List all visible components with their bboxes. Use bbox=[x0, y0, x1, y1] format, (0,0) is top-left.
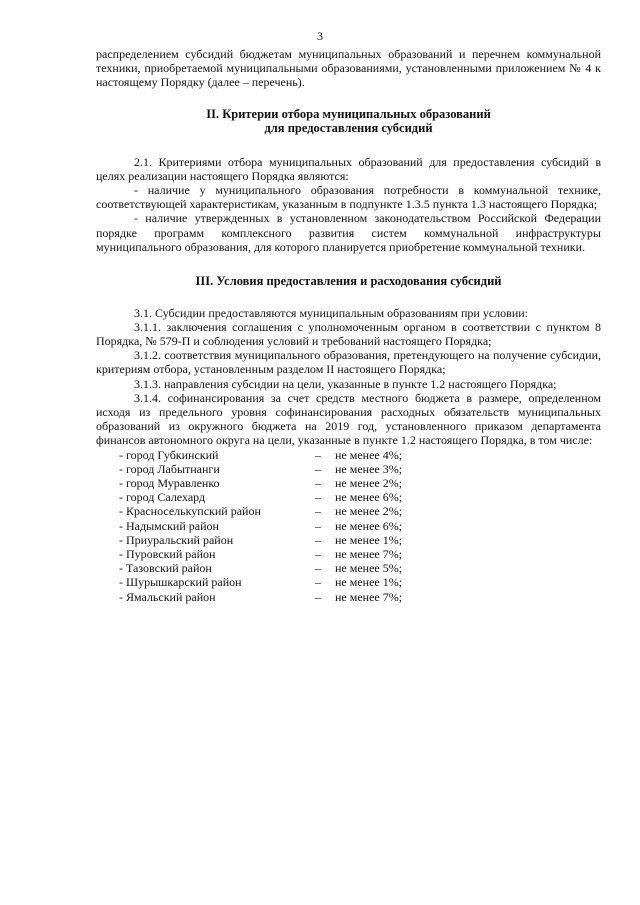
page-number: 3 bbox=[317, 29, 323, 43]
municipality-name: - Надымский район bbox=[119, 518, 219, 533]
section-3-paragraph-5: 3.1.4. софинансирования за счет средств местного бюджета в размере, определенном исходя из предельного уровня софинансирования расходных обязательств муниципальных образований из окружного бюджета на 2019 год, установленного приказом департамента финансов автономного округа на цели, указанные в пункте 1.2 настоящего Порядка, в том числе: bbox=[96, 390, 601, 448]
municipality-name: - Пуровский район bbox=[119, 546, 216, 561]
municipality-name: - город Салехард bbox=[119, 490, 206, 505]
municipality-name: - Шурышкарский район bbox=[119, 575, 242, 590]
dash-separator: – bbox=[315, 518, 321, 533]
cofinancing-share: не менее 3%; bbox=[335, 461, 403, 476]
cofinancing-share: не менее 4%; bbox=[335, 447, 403, 462]
cofinancing-share: не менее 7%; bbox=[335, 546, 403, 561]
section-3-title: III. Условия предоставления и расходования субсидий bbox=[195, 274, 502, 289]
list-item bbox=[119, 448, 402, 462]
municipality-name: - Тазовский район bbox=[119, 561, 212, 576]
dash-separator: – bbox=[315, 589, 321, 604]
cofinancing-share: не менее 2%; bbox=[335, 475, 403, 490]
cofinancing-quota-list bbox=[119, 448, 402, 604]
section-2-title-line-2: для предоставления субсидий bbox=[264, 121, 433, 136]
list-item bbox=[119, 533, 402, 547]
dash-separator: – bbox=[315, 490, 321, 505]
section-3-paragraph-4: 3.1.3. направления субсидии на цели, указанные в пункте 1.2 настоящего Порядка; bbox=[134, 376, 557, 391]
municipality-name: - город Губкинский bbox=[119, 447, 219, 462]
municipality-name: - Красноселькупский район bbox=[119, 504, 261, 519]
municipality-name: - Приуральский район bbox=[119, 532, 234, 547]
dash-separator: – bbox=[315, 575, 321, 590]
section-2-title-line-1: II. Критерии отбора муниципальных образований bbox=[206, 106, 491, 121]
list-item bbox=[119, 519, 402, 533]
cofinancing-share: не менее 5%; bbox=[335, 561, 403, 576]
document-body bbox=[96, 47, 601, 604]
dash-separator: – bbox=[315, 461, 321, 476]
dash-separator: – bbox=[315, 504, 321, 519]
list-item bbox=[119, 590, 402, 604]
list-item bbox=[119, 575, 402, 589]
dash-separator: – bbox=[315, 475, 321, 490]
cofinancing-share: не менее 6%; bbox=[335, 518, 403, 533]
section-2-paragraph-1: 2.1. Критериями отбора муниципальных образований для предоставления субсидий в целях реализации настоящего Порядка являются: bbox=[96, 154, 601, 183]
dash-separator: – bbox=[315, 546, 321, 561]
section-3-paragraph-3: 3.1.2. соответствия муниципального образования, претендующего на получение субсидии, критериям отбора, установленным разделом II настоящего Порядка; bbox=[96, 348, 601, 377]
intro-paragraph: распределением субсидий бюджетам муниципальных образований и перечнем коммунальной техники, приобретаемой муниципальными образованиями, установленными приложением № 4 к настоящему Порядку (далее – перечень). bbox=[96, 47, 601, 90]
section-3-paragraph-2: 3.1.1. заключения соглашения с уполномоченным органом в соответствии с пунктом 8 Порядка, № 579-П и соблюдения условий и требований настоящего Порядка; bbox=[96, 319, 601, 348]
list-item bbox=[119, 462, 402, 476]
list-item bbox=[119, 490, 402, 504]
section-3-paragraph-1: 3.1. Субсидии предоставляются муниципальным образованиям при условии: bbox=[134, 305, 529, 320]
section-2-paragraph-3: - наличие утвержденных в установленном законодательством Российской Федерации порядке программ комплексного развития систем коммунальной инфраструктуры муниципального образования, для которого планируется приобретение коммунальной техники. bbox=[96, 211, 601, 254]
cofinancing-share: не менее 6%; bbox=[335, 490, 403, 505]
dash-separator: – bbox=[315, 532, 321, 547]
cofinancing-share: не менее 7%; bbox=[335, 589, 403, 604]
list-item bbox=[119, 547, 402, 561]
dash-separator: – bbox=[315, 447, 321, 462]
municipality-name: - Ямальский район bbox=[119, 589, 216, 604]
list-item bbox=[119, 504, 402, 518]
list-item bbox=[119, 476, 402, 490]
municipality-name: - город Лабытнанги bbox=[119, 461, 220, 476]
section-2-paragraph-2: - наличие у муниципального образования потребности в коммунальной технике, соответствующей характеристикам, указанным в подпункте 1.3.5 пункта 1.3 настоящего Порядка; bbox=[96, 183, 601, 212]
cofinancing-share: не менее 2%; bbox=[335, 504, 403, 519]
dash-separator: – bbox=[315, 561, 321, 576]
municipality-name: - город Муравленко bbox=[119, 475, 220, 490]
section-2-title bbox=[96, 107, 601, 136]
cofinancing-share: не менее 1%; bbox=[335, 575, 403, 590]
list-item bbox=[119, 561, 402, 575]
cofinancing-share: не менее 1%; bbox=[335, 532, 403, 547]
